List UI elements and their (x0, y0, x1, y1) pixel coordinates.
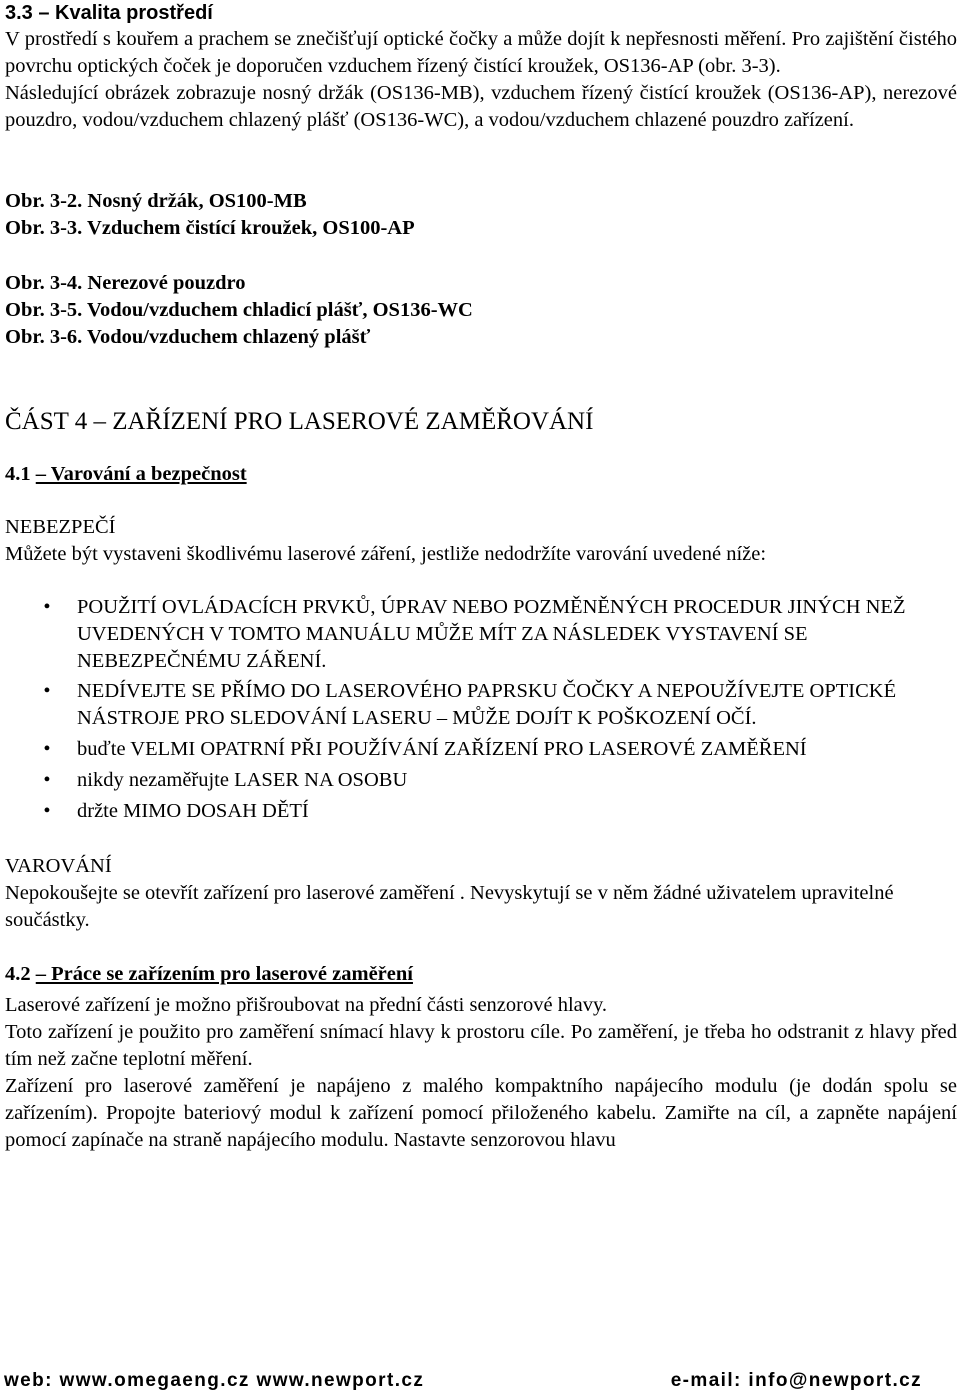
section-3-3-paragraph-1: V prostředí s kouřem a prachem se znečišťují optické čočky a může dojít k nepřesnosti měření. Pro zajištění čistého povrchu optických čoček je doporučen vzduchem řízený čistící kroužek, OS136-AP (obr. 3-3). (5, 28, 957, 77)
list-item (5, 798, 957, 825)
section-title: – Varování a bezpečnost (35, 463, 247, 485)
list-item-text: buďte VELMI OPATRNÍ PŘI POUŽÍVÁNÍ ZAŘÍZENÍ PRO LASEROVÉ ZAMĚŘENÍ (77, 738, 807, 760)
section-4-2-heading (5, 961, 957, 988)
spacer (5, 934, 957, 961)
section-number: 4.2 (5, 963, 31, 985)
danger-bullet-list (5, 594, 957, 825)
section-4-2-paragraph-1: Laserové zařízení je možno přišroubovat na přední části senzorové hlavy. (5, 994, 608, 1016)
bullet-icon: • (43, 769, 51, 791)
section-title: – Práce se zařízením pro laserové zaměření (35, 963, 413, 985)
spacer (5, 351, 957, 407)
spacer (5, 437, 957, 461)
spacer (5, 568, 957, 594)
section-4-2-paragraph-2: Toto zařízení je použito pro zaměření snímací hlavy k prostoru cíle. Po zaměření, je třeba ho odstranit z hlavy před tím než začne teplotní měření. (5, 1021, 957, 1070)
section-number: 4.1 (5, 463, 31, 485)
list-item (5, 678, 957, 732)
figure-caption-list-b (5, 270, 957, 351)
list-item-text: POUŽITÍ OVLÁDACÍCH PRVKŮ, ÚPRAV NEBO POZMĚNĚNÝCH PROCEDUR JINÝCH NEŽ UVEDENÝCH V TOMTO MANUÁLU MŮŽE MÍT ZA NÁSLEDEK VYSTAVENÍ SE NEBEZPEČNÉMU ZÁŘENÍ. (77, 596, 906, 672)
list-item (5, 736, 957, 763)
spacer (5, 825, 957, 853)
figure-caption: Obr. 3-6. Vodou/vzduchem chlazený plášť (5, 326, 371, 348)
spacer (5, 242, 957, 270)
figure-caption: Obr. 3-3. Vzduchem čistící kroužek, OS100-AP (5, 217, 415, 239)
warning-label: VAROVÁNÍ (5, 855, 112, 877)
list-item-text: držte MIMO DOSAH DĚTÍ (77, 800, 309, 822)
spacer (5, 488, 957, 514)
list-item (5, 767, 957, 794)
list-item (5, 594, 957, 675)
figure-caption-list-a (5, 188, 957, 242)
section-4-1-heading (5, 461, 957, 488)
danger-label: NEBEZPEČÍ (5, 516, 116, 538)
figure-caption: Obr. 3-4. Nerezové pouzdro (5, 272, 246, 294)
list-item-text: NEDÍVEJTE SE PŘÍMO DO LASEROVÉHO PAPRSKU ČOČKY A NEPOUŽÍVEJTE OPTICKÉ NÁSTROJE PRO SLEDOVÁNÍ LASERU – MŮŽE DOJÍT K POŠKOZENÍ OČÍ. (77, 680, 897, 729)
footer-web-links: web: www.omegaeng.cz www.newport.cz (4, 1370, 425, 1391)
figure-caption: Obr. 3-2. Nosný držák, OS100-MB (5, 190, 307, 212)
danger-intro: Můžete být vystaveni škodlivému laserové záření, jestliže nedodržíte varování uvedené níže: (5, 543, 767, 565)
section-3-3-paragraph-2: Následující obrázek zobrazuje nosný držák (OS136-MB), vzduchem řízený čistící kroužek (OS136-AP), nerezové pouzdro, vodou/vzduchem chlazený plášť (OS136-WC), a vodou/vzduchem chlazené pouzdro zařízení. (5, 82, 957, 131)
figure-caption: Obr. 3-5. Vodou/vzduchem chladicí plášť, OS136-WC (5, 299, 473, 321)
bullet-icon: • (43, 596, 51, 618)
warning-text: Nepokoušejte se otevřít zařízení pro laserové zaměření . Nevyskytují se v něm žádné uživatelem upravitelné součástky. (5, 882, 894, 931)
bullet-icon: • (43, 800, 51, 822)
footer-email: e-mail: info@newport.cz (670, 1370, 922, 1391)
list-item-text: nikdy nezaměřujte LASER NA OSOBU (77, 769, 408, 791)
document-page (5, 0, 957, 1154)
bullet-icon: • (43, 680, 51, 702)
section-3-3-heading: 3.3 – Kvalita prostředí (5, 2, 213, 24)
bullet-icon: • (43, 738, 51, 760)
section-4-2-paragraph-3: Zařízení pro laserové zaměření je napájeno z malého kompaktního napájecího modulu (je dodán spolu se zařízením). Propojte bateriový modul k zařízení pomocí přiloženého kabelu. Zamiřte na cíl, a zapněte napájení pomocí zapínače na straně napájecího modulu. Nastavte senzorovou hlavu (5, 1075, 957, 1151)
chapter-4-title: ČÁST 4 – ZAŘÍZENÍ PRO LASEROVÉ ZAMĚŘOVÁNÍ (5, 408, 594, 435)
spacer (5, 134, 957, 188)
